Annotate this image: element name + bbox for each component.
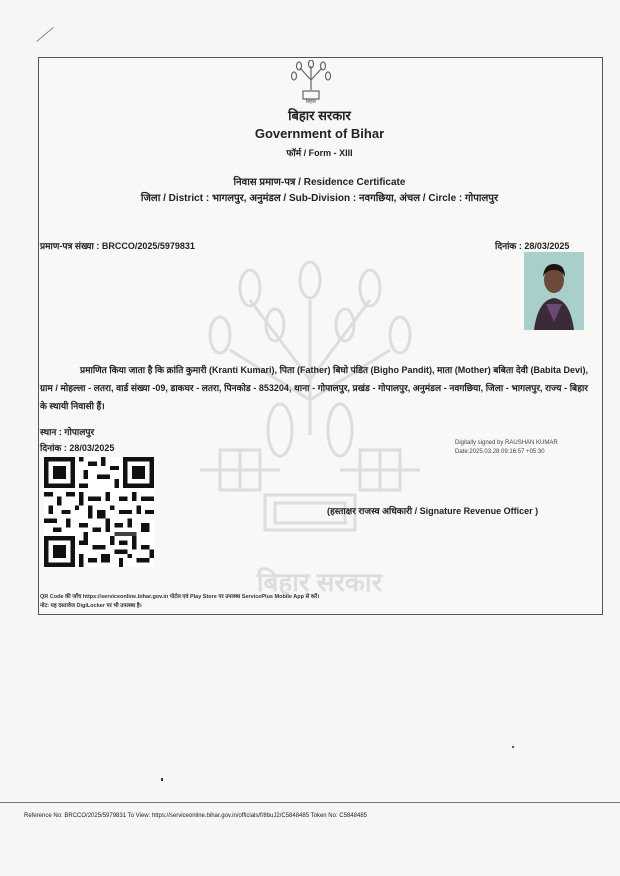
watermark-text: बिहार सरकार xyxy=(256,567,383,597)
digital-signature xyxy=(455,439,558,457)
sign-date: दिनांक : 28/03/2025 xyxy=(40,443,115,453)
scan-mark xyxy=(36,27,53,42)
certificate-type: निवास प्रमाण-पत्र / Residence Certificate xyxy=(233,177,406,188)
watermark-emblem xyxy=(190,260,430,590)
digital-signed-by: Digitally signed by RAUSHAN KUMAR xyxy=(455,440,558,446)
place: स्थान : गोपालपुर xyxy=(40,427,95,437)
digital-signed-date: Date:2025.03.28 09:16:57 +05:30 xyxy=(455,449,545,455)
applicant-photo xyxy=(524,252,584,330)
certificate-body: प्रमाणित किया जाता है कि क्रांति कुमारी (Kranti Kumari), पिता (Father) बिघो पंडित (Bigho Pandit), माता (Mother) बबिता देवी (Babita Devi), ग्राम / मोहल्ला - लतरा, वार्ड संख्या -09, डाकघर - लतरा, पिनकोड - 853204, थाना - गोपालपुर, प्रखंड - गोपालपुर, अनुमंडल - नवगछिया, जिला - भागलपुर, राज्य - बिहार के स्थायी निवासी हैं। xyxy=(40,365,588,411)
district-line: जिला / District : भागलपुर, अनुमंडल / Sub-Division : नवगछिया, अंचल / Circle : गोपालपुर xyxy=(140,193,499,204)
govt-title-english: Government of Bihar xyxy=(254,126,385,141)
footer-reference: Reference No: BRCCO/2025/5979831 To View: https://serviceonline.bihar.gov.in/officials/f/8buJ2/C5848485 Token No: C5848485 xyxy=(24,813,367,819)
issue-date: दिनांक : 28/03/2025 xyxy=(495,241,570,251)
qr-code xyxy=(44,457,154,567)
signature-officer: (हस्ताक्षर राजस्व अधिकारी / Signature Revenue Officer ) xyxy=(327,506,539,516)
scan-speck xyxy=(161,778,163,781)
emblem-caption: बिहार xyxy=(305,99,317,104)
qr-verify-note: QR Code की जाँच https://serviceonline.bihar.gov.in पोर्टल एवं Play Store पर उपलब्ध ServicePlus Mobile App से करें। xyxy=(40,594,320,600)
scan-speck xyxy=(512,746,514,748)
digilocker-note: नोट: यह दस्तावेज DigiLocker पर भी उपलब्ध है। xyxy=(40,603,142,609)
footer-divider xyxy=(0,802,620,803)
govt-title-hindi: बिहार सरकार xyxy=(288,108,351,123)
certificate-number: प्रमाण-पत्र संख्या : BRCCO/2025/5979831 xyxy=(40,241,195,251)
bihar-emblem xyxy=(290,60,332,104)
form-number: फॉर्म / Form - XIII xyxy=(286,148,353,158)
qr-note xyxy=(40,593,319,611)
